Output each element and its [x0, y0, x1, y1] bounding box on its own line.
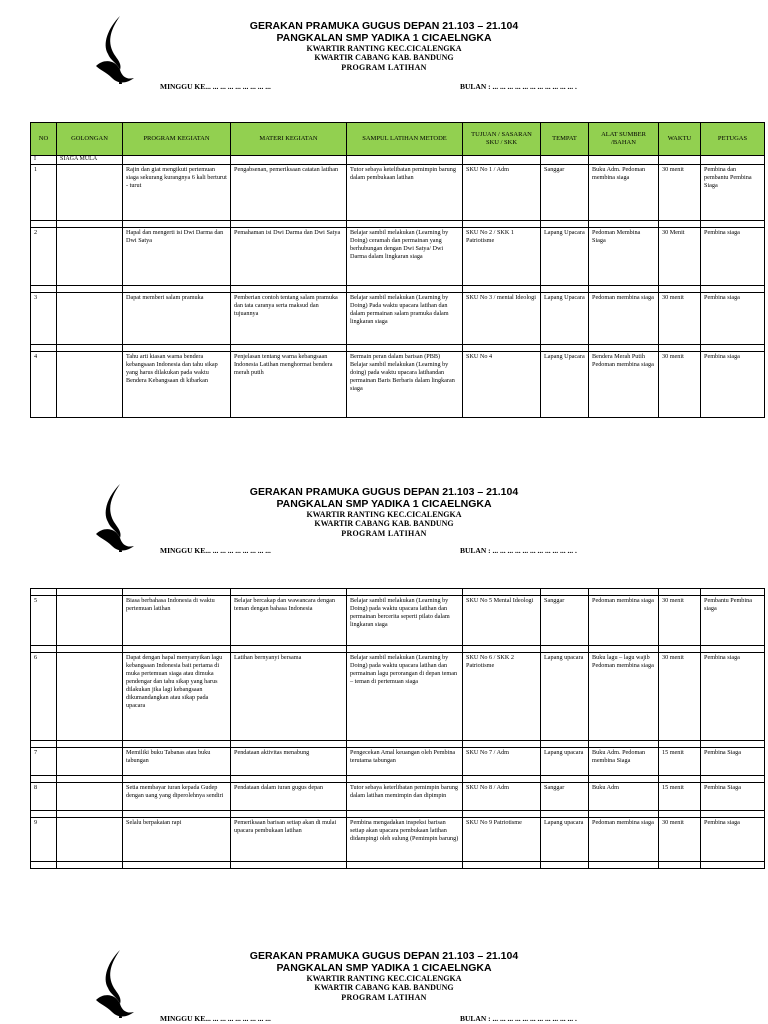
cell-metode: Pembina mengadakan inspeksi barisan setiap akan upacara pembukaan latihan didampingi oleh sulung (Pemimpin barung)	[347, 818, 463, 862]
cell-materi: Pemeriksaan barisan setiap akan di mulai upacara pembukaan latihan	[231, 818, 347, 862]
cell-golongan	[57, 596, 123, 646]
cell-no: 9	[31, 818, 57, 862]
cell-metode: Belajar sambil melakukan (Learning by Doing) pada waktu upacara latihan dan permainan bercerita seperti pilato dalam lingkaran siaga	[347, 596, 463, 646]
cell-no: 7	[31, 748, 57, 776]
cell-tempat: Lapang Upacara	[541, 351, 589, 417]
header-line-3: KWARTIR RANTING KEC.CICALENGKA	[306, 510, 462, 520]
cell-tujuan: SKU No 5 Mental Ideologi	[463, 596, 541, 646]
spacer-row	[31, 811, 765, 818]
cell-golongan	[57, 748, 123, 776]
cell-tujuan: SKU No 2 / SKK 1 Patriotisme	[463, 227, 541, 285]
cell-program: Biasa berbahasa Indonesia di waktu pertemuan latihan	[123, 596, 231, 646]
bulan-label: BULAN : ... ... ... ... ... ... ... ... ... ... ... .	[460, 546, 577, 555]
cell-no: 1	[31, 164, 57, 220]
cell-metode: Bermain peran dalam barisan (PBB) Belajar sambil melakukan (Learning by doing) pada waktu upacara latihandan permainan Baris Berbaris dalam lingkaran siaga	[347, 351, 463, 417]
spacer-row	[31, 646, 765, 653]
cell-materi: Pengabsenan, pemeriksaan catatan latihan	[231, 164, 347, 220]
cell-program: Memiliki buku Tabanas atau buku tabungan	[123, 748, 231, 776]
cell-materi: Latihan bernyanyi bersama	[231, 653, 347, 741]
header-line-2: PANGKALAN SMP YADIKA 1 CICAELNGKA	[276, 32, 492, 45]
cell-tujuan: SKU No 4	[463, 351, 541, 417]
cell-petugas: Pembina Siaga	[701, 783, 765, 811]
cell-waktu: 30 menit	[659, 164, 701, 220]
cell-program: Hapal dan mengerti isi Dwi Darma dan Dwi Satya	[123, 227, 231, 285]
cell-materi: Pemahaman isi Dwi Darma dan Dwi Satya	[231, 227, 347, 285]
cell-tujuan: SKU No 9 Patriotisme	[463, 818, 541, 862]
spacer-row	[31, 589, 765, 596]
cell-metode: Pengecekan Amal keuangan oleh Pembina terutama tabungan	[347, 748, 463, 776]
table-row	[31, 596, 765, 646]
table-row	[31, 164, 765, 220]
cell-golongan	[57, 292, 123, 344]
cell-waktu: 15 menit	[659, 783, 701, 811]
cell-tempat: Lapang upacara	[541, 653, 589, 741]
table-header-row	[31, 123, 765, 156]
cell-golongan	[57, 783, 123, 811]
page-section-2	[0, 470, 768, 910]
cell-golongan	[57, 227, 123, 285]
minggu-label: MINGGU KE... ... ... ... ... ... ... ... ...	[160, 546, 271, 555]
table-row	[31, 292, 765, 344]
spacer-row	[31, 741, 765, 748]
cell-program: Dapat dengan hapal menyanyikan lagu kebangsaan Indonesia bait pertama di muka pertemuan siaga atau dimuka pendengar dan tahu sikap yang harus dilakukan jika lagi kebangsaan dikumandangkan atau sikap pada upacara	[123, 653, 231, 741]
col-petugas: PETUGAS	[701, 123, 765, 156]
cell-waktu: 15 menit	[659, 748, 701, 776]
cell-petugas: Pembina siaga	[701, 818, 765, 862]
col-alat: ALAT SUMBER /BAHAN	[589, 123, 659, 156]
cell-petugas: Pembina siaga	[701, 653, 765, 741]
cell-golongan	[57, 653, 123, 741]
cell-program: Dapat memberi salam pramuka	[123, 292, 231, 344]
cell-tujuan: SKU No 6 / SKK 2 Patriotisme	[463, 653, 541, 741]
cell-program: Selalu berpakaian rapi	[123, 818, 231, 862]
cell-program: Tahu arti kiasan warna bendera kebangsaan Indonesia dan tahu sikap yang harus dilakukan pada waktu Bendera Kebangsaan di kibarkan	[123, 351, 231, 417]
page-section-1	[0, 0, 768, 440]
bulan-label: BULAN : ... ... ... ... ... ... ... ... ... ... ... .	[460, 82, 577, 91]
header-line-4: KWARTIR CABANG KAB. BANDUNG	[314, 519, 454, 529]
cell-petugas: Pembina Siaga	[701, 748, 765, 776]
cell-metode: Belajar sambil melakukan (Learning by Doing) ceramah dan permainan yang berhubungan dengan Dwi Satya/ Dwi Darma dalam lingkaran siaga	[347, 227, 463, 285]
header-line-3: KWARTIR RANTING KEC.CICALENGKA	[306, 974, 462, 984]
cell-petugas: Pembantu Pembina siaga	[701, 596, 765, 646]
cell-alat: Pedoman membina siaga	[589, 818, 659, 862]
table-row	[31, 351, 765, 417]
golongan-row	[31, 156, 765, 165]
col-golongan: GOLONGAN	[57, 123, 123, 156]
table-row	[31, 227, 765, 285]
header-line-4: KWARTIR CABANG KAB. BANDUNG	[314, 983, 454, 993]
document-header	[0, 950, 768, 1002]
cell-golongan	[57, 818, 123, 862]
cell-tujuan: SKU No 1 / Adm	[463, 164, 541, 220]
cell-tujuan: SKU No 7 / Adm	[463, 748, 541, 776]
cell-program: Setia membayar iuran kepada Gudep dengan uang yang diperolehnya sendiri	[123, 783, 231, 811]
table-row	[31, 653, 765, 741]
cell-waktu: 30 menit	[659, 596, 701, 646]
cell-waktu: 30 menit	[659, 818, 701, 862]
cell-petugas: Pembina dan pembantu Pembina Siaga	[701, 164, 765, 220]
golongan-name: SIAGA MULA	[57, 156, 123, 165]
cell-tempat: Lapang Upacara	[541, 227, 589, 285]
cell-no: 5	[31, 596, 57, 646]
cell-tempat: Sanggar	[541, 596, 589, 646]
cell-materi: Pemberian contoh tentang salam pramuka dan tata caranya serta maksud dan tujuannya	[231, 292, 347, 344]
table-row	[31, 748, 765, 776]
cell-alat: Buku Adm. Pedoman membina siaga	[589, 164, 659, 220]
minggu-label: MINGGU KE... ... ... ... ... ... ... ... ...	[160, 1014, 271, 1023]
cell-materi: Pendataan aktivitas menabung	[231, 748, 347, 776]
cell-metode: Belajar sambil melakukan (Learning by Doing) Pada waktu upacara latihan dan dalam permainan salam pramuka dalam lingkaran siaga	[347, 292, 463, 344]
cell-tempat: Lapang upacara	[541, 818, 589, 862]
header-line-1: GERAKAN PRAMUKA GUGUS DEPAN 21.103 – 21.104	[249, 950, 519, 962]
col-program: PROGRAM KEGIATAN	[123, 123, 231, 156]
cell-no: 2	[31, 227, 57, 285]
cell-tujuan: SKU No 8 / Adm	[463, 783, 541, 811]
cell-alat: Pedoman membina siaga	[589, 292, 659, 344]
golongan-no: I	[31, 156, 57, 165]
header-line-1: GERAKAN PRAMUKA GUGUS DEPAN 21.103 – 21.104	[249, 20, 519, 32]
cell-alat: Bendera Merah Putih Pedoman membina siaga	[589, 351, 659, 417]
cell-no: 4	[31, 351, 57, 417]
cell-alat: Buku Adm	[589, 783, 659, 811]
col-metode: SAMPUL LATIHAN METODE	[347, 123, 463, 156]
cell-materi: Belajar bercakap dan wawancara dengan teman dengan bahasa Indonesia	[231, 596, 347, 646]
cell-tujuan: SKU No 3 / mental Ideologi	[463, 292, 541, 344]
cell-metode: Belajar sambil melakukan (Learning by Doing) pada waktu upacara latihan dan permainan lagu perorangan di depan teman – teman di pertemuan siaga	[347, 653, 463, 741]
document-header	[0, 20, 768, 72]
header-line-2: PANGKALAN SMP YADIKA 1 CICAELNGKA	[276, 962, 492, 975]
header-line-2: PANGKALAN SMP YADIKA 1 CICAELNGKA	[276, 498, 492, 511]
program-table-2	[30, 588, 765, 869]
header-line-5: PROGRAM LATIHAN	[341, 528, 427, 538]
table-row	[31, 783, 765, 811]
minggu-label: MINGGU KE... ... ... ... ... ... ... ... ...	[160, 82, 271, 91]
col-tujuan: TUJUAN / SASARAN SKU / SKK	[463, 123, 541, 156]
cell-no: 8	[31, 783, 57, 811]
cell-petugas: Pembina siaga	[701, 351, 765, 417]
cell-petugas: Pembina siaga	[701, 227, 765, 285]
bulan-label: BULAN : ... ... ... ... ... ... ... ... ... ... ... .	[460, 1014, 577, 1023]
cell-waktu: 30 menit	[659, 653, 701, 741]
cell-no: 6	[31, 653, 57, 741]
cell-materi: Pendataan dalam iuran gugus depan	[231, 783, 347, 811]
col-waktu: WAKTU	[659, 123, 701, 156]
spacer-row	[31, 776, 765, 783]
cell-alat: Buku Adm. Pedoman membina Siaga	[589, 748, 659, 776]
header-line-4: KWARTIR CABANG KAB. BANDUNG	[314, 53, 454, 63]
cell-tempat: Sanggar	[541, 164, 589, 220]
program-table-1	[30, 122, 765, 418]
col-no: NO	[31, 123, 57, 156]
cell-no: 3	[31, 292, 57, 344]
cell-tempat: Sanggar	[541, 783, 589, 811]
cell-petugas: Pembina siaga	[701, 292, 765, 344]
col-materi: MATERI KEGIATAN	[231, 123, 347, 156]
cell-program: Rajin dan giat mengikuti pertemuan siaga sekurang kurangnya 6 kali berturut - turut	[123, 164, 231, 220]
spacer-row	[31, 344, 765, 351]
header-line-5: PROGRAM LATIHAN	[341, 62, 427, 72]
spacer-row	[31, 285, 765, 292]
cell-waktu: 30 Menit	[659, 227, 701, 285]
header-line-5: PROGRAM LATIHAN	[341, 992, 427, 1002]
page-section-3	[0, 938, 768, 1024]
col-tempat: TEMPAT	[541, 123, 589, 156]
table-row	[31, 818, 765, 862]
document-header	[0, 486, 768, 538]
cell-waktu: 30 menit	[659, 351, 701, 417]
spacer-row	[31, 220, 765, 227]
header-line-3: KWARTIR RANTING KEC.CICALENGKA	[306, 44, 462, 54]
cell-tempat: Lapang Upacara	[541, 292, 589, 344]
cell-tempat: Lapang upacara	[541, 748, 589, 776]
cell-materi: Penjelasan tentang warna kebangsaan Indonesia Latihan menghormat bendera merah putih	[231, 351, 347, 417]
cell-golongan	[57, 351, 123, 417]
header-line-1: GERAKAN PRAMUKA GUGUS DEPAN 21.103 – 21.104	[249, 486, 519, 498]
cell-metode: Tutor sebaya keterlibatan pemimpin barung dalam latihan memimpin dan dipimpin	[347, 783, 463, 811]
cell-metode: Tutor sebaya ketelibatan pemimpin barung dalam pembukaan latihan	[347, 164, 463, 220]
cell-alat: Pedoman Membina Siaga	[589, 227, 659, 285]
cell-golongan	[57, 164, 123, 220]
cell-alat: Pedoman membina siaga	[589, 596, 659, 646]
spacer-row	[31, 862, 765, 869]
cell-alat: Buku lagu – lagu wajib Pedoman membina siaga	[589, 653, 659, 741]
cell-waktu: 30 menit	[659, 292, 701, 344]
